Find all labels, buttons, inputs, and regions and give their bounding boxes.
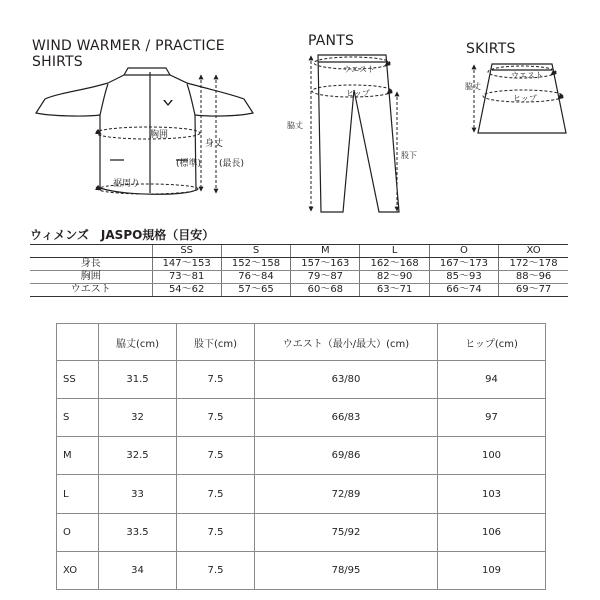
jaspo-size: O <box>429 245 498 258</box>
waist-cell: 69/86 <box>255 437 438 475</box>
jaspo-size: M <box>291 245 360 258</box>
jaspo-row <box>30 258 568 271</box>
pants-outline <box>318 55 399 212</box>
hip-cell: 103 <box>438 475 546 513</box>
jaspo-cell: 85～93 <box>429 271 498 284</box>
header-waist: ウエスト（最小/最大）(cm) <box>255 324 438 361</box>
pants-side-length-label: 脇丈 <box>287 121 303 130</box>
header-side-length: 脇丈(cm) <box>99 324 177 361</box>
jaspo-cell: 63～71 <box>360 284 429 297</box>
table-row <box>57 399 546 437</box>
skirt-side-length-label: 脇丈 <box>465 82 481 91</box>
jaspo-cell: 88～96 <box>499 271 568 284</box>
shirts-length-label: 身丈 <box>205 139 224 149</box>
table-row <box>57 475 546 513</box>
side-length-cell: 33 <box>99 475 177 513</box>
waist-cell: 66/83 <box>255 399 438 437</box>
size-label: S <box>57 399 99 437</box>
pants-hip-label: ヒップ <box>346 89 370 98</box>
side-length-cell: 32.5 <box>99 437 177 475</box>
jaspo-table <box>30 244 568 297</box>
jaspo-row-label: ウエスト <box>30 284 152 297</box>
jaspo-cell: 69～77 <box>499 284 568 297</box>
side-length-cell: 33.5 <box>99 513 177 551</box>
side-length-cell: 31.5 <box>99 361 177 399</box>
jaspo-size: S <box>221 245 290 258</box>
jaspo-cell: 73～81 <box>152 271 221 284</box>
jaspo-corner <box>30 245 152 258</box>
pants-illustration <box>318 55 399 212</box>
inseam-cell: 7.5 <box>177 475 255 513</box>
side-length-cell: 32 <box>99 399 177 437</box>
shirts-max-label: (最長) <box>219 159 245 169</box>
jaspo-cell: 76～84 <box>221 271 290 284</box>
inseam-cell: 7.5 <box>177 437 255 475</box>
jaspo-cell: 167～173 <box>429 258 498 271</box>
size-table <box>56 323 546 590</box>
jacket-collar <box>124 68 170 75</box>
table-row <box>57 361 546 399</box>
pants-title: PANTS <box>308 33 355 49</box>
jaspo-row-label: 身長 <box>30 258 152 271</box>
inseam-cell: 7.5 <box>177 513 255 551</box>
size-table-corner <box>57 324 99 361</box>
hip-cell: 100 <box>438 437 546 475</box>
size-label: M <box>57 437 99 475</box>
hip-cell: 94 <box>438 361 546 399</box>
waist-cell: 78/95 <box>255 551 438 589</box>
waist-cell: 72/89 <box>255 475 438 513</box>
shirts-title-line1: WIND WARMER / PRACTICE <box>32 38 225 54</box>
hip-cell: 109 <box>438 551 546 589</box>
jacket-outline <box>36 75 253 194</box>
garment-diagrams <box>0 0 600 230</box>
skirts-title: SKIRTS <box>466 41 516 57</box>
jaspo-cell: 54～62 <box>152 284 221 297</box>
shirts-chest-label: 胸囲 <box>150 130 169 140</box>
jacket-sleeve-seam-right <box>187 84 195 115</box>
waist-cell: 75/92 <box>255 513 438 551</box>
jaspo-header-row <box>30 245 568 258</box>
waist-cell: 63/80 <box>255 361 438 399</box>
jaspo-title: ウィメンズ JASPO規格（目安） <box>30 228 215 242</box>
pants-inseam-label: 股下 <box>401 151 417 160</box>
jaspo-cell: 157～163 <box>291 258 360 271</box>
inseam-cell: 7.5 <box>177 361 255 399</box>
hip-cell: 106 <box>438 513 546 551</box>
size-label: L <box>57 475 99 513</box>
size-label: O <box>57 513 99 551</box>
jaspo-cell: 162～168 <box>360 258 429 271</box>
jaspo-row <box>30 284 568 297</box>
jaspo-size: L <box>360 245 429 258</box>
jaspo-cell: 172～178 <box>499 258 568 271</box>
jaspo-cell: 60～68 <box>291 284 360 297</box>
jaspo-size: XO <box>499 245 568 258</box>
jaspo-row <box>30 271 568 284</box>
jaspo-cell: 147～153 <box>152 258 221 271</box>
size-table-header-row <box>57 324 546 361</box>
shirts-standard-label: (標準) <box>176 159 202 169</box>
yonex-logo-icon <box>163 100 173 106</box>
jaspo-cell: 152～158 <box>221 258 290 271</box>
header-inseam: 股下(cm) <box>177 324 255 361</box>
size-label: XO <box>57 551 99 589</box>
jacket-sleeve-seam-left <box>100 84 108 115</box>
jaspo-cell: 57～65 <box>221 284 290 297</box>
shirts-hem-label: 裾周り <box>113 179 141 189</box>
skirt-hip-label: ヒップ <box>513 94 537 103</box>
jaspo-cell: 82～90 <box>360 271 429 284</box>
skirt-waist-label: ウエスト <box>511 71 543 80</box>
header-hip: ヒップ(cm) <box>438 324 546 361</box>
jaspo-size: SS <box>152 245 221 258</box>
table-row <box>57 437 546 475</box>
inseam-cell: 7.5 <box>177 399 255 437</box>
jaspo-row-label: 胸囲 <box>30 271 152 284</box>
chest-ellipse <box>96 127 200 139</box>
pants-waist-label: ウエスト <box>343 65 375 74</box>
table-row <box>57 513 546 551</box>
jaspo-cell: 66～74 <box>429 284 498 297</box>
inseam-cell: 7.5 <box>177 551 255 589</box>
shirts-title-line2: SHIRTS <box>32 54 83 70</box>
jaspo-cell: 79～87 <box>291 271 360 284</box>
jacket-illustration <box>36 68 253 194</box>
hip-cell: 97 <box>438 399 546 437</box>
size-label: SS <box>57 361 99 399</box>
side-length-cell: 34 <box>99 551 177 589</box>
table-row <box>57 551 546 589</box>
